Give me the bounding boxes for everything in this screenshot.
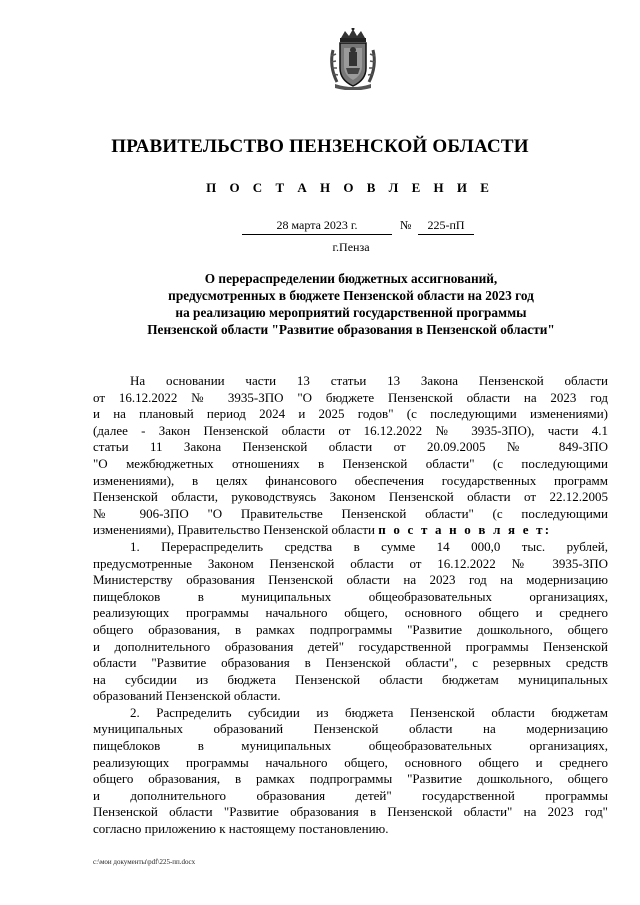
body-line: "О межбюджетных отношениях в Пензенской области" (с последующими: [93, 455, 608, 471]
government-title: ПРАВИТЕЛЬСТВО ПЕНЗЕНСКОЙ ОБЛАСТИ: [111, 136, 529, 157]
subject-line: Пензенской области "Развитие образования в Пензенской области": [147, 322, 555, 337]
subject-line: О перераспределении бюджетных ассигнований,: [204, 271, 498, 286]
decree-date: 28 марта 2023 г.: [242, 218, 392, 235]
body-line: На основании части 13 статьи 13 Закона Пензенской области: [130, 373, 608, 388]
subject-line: предусмотренных в бюджете Пензенской области на 2023 год: [168, 288, 534, 303]
body-line: предусмотренные Законом Пензенской области от 16.12.2022 № 3935-ЗПО: [93, 555, 608, 571]
body-line: 1. Перераспределить средства в сумме 14 000,0 тыс. рублей,: [130, 538, 608, 554]
body-line: пищеблоков в муниципальных общеобразовательных организациях,: [93, 588, 608, 604]
body-line: изменениями), в целях финансового обеспечения государственных программ: [93, 472, 608, 488]
body-line: № 906-ЗПО "О Правительстве Пензенской области" (с последующими: [93, 505, 608, 521]
decree-body: [93, 373, 608, 838]
decree-subject: [0, 270, 640, 338]
city-name: г.Пенза: [332, 240, 370, 254]
body-line: (далее - Закон Пензенской области от 16.12.2022 № 3935-ЗПО), части 4.1: [93, 422, 608, 438]
body-line: муниципальных образований Пензенской области на модернизацию: [93, 721, 608, 737]
body-line-resolves: [93, 522, 608, 539]
file-path-footer: c:\мои документы\pdf\225-пп.docx: [93, 858, 196, 866]
subject-line: на реализацию мероприятий государственной программы: [175, 305, 527, 320]
body-line: Министерству образования Пензенской области на 2023 год на модернизацию: [93, 572, 608, 588]
body-line: области "Развитие образования в Пензенской области", с резервных средств: [93, 655, 608, 671]
body-line: общего образования, в рамках подпрограммы "Развитие дошкольного, общего: [93, 771, 608, 787]
body-line: реализующих программы начального общего, основного общего и среднего: [93, 754, 608, 770]
decree-number: 225-пП: [418, 218, 474, 235]
body-line: и дополнительного образования детей" государственной программы: [93, 787, 608, 803]
coat-of-arms-emblem: [327, 28, 379, 90]
body-line: от 16.12.2022 № 3935-ЗПО "О бюджете Пензенской области на 2023 год: [93, 389, 608, 405]
date-number-line: [0, 218, 640, 236]
body-line: на субсидии из бюджета Пензенской области бюджетам муниципальных: [93, 671, 608, 687]
resolves-word: п о с т а н о в л я е т:: [378, 522, 552, 538]
body-line: и дополнительного образования детей" государственной программы Пензенской: [93, 638, 608, 654]
number-sign: №: [400, 218, 412, 232]
body-line: 2. Распределить субсидии из бюджета Пензенской области бюджетам: [130, 704, 608, 720]
body-line: Пензенской области, руководствуясь Законом Пензенской области от 22.12.2005: [93, 489, 608, 505]
body-line: согласно приложению к настоящему постановлению.: [93, 821, 389, 837]
decree-type-heading: П О С Т А Н О В Л Е Н И Е: [206, 180, 494, 195]
body-line: Пензенской области "Развитие образования в Пензенской области" на 2023 год": [93, 804, 608, 820]
body-line: изменениями), Правительство Пензенской области: [93, 522, 375, 538]
body-line: и на плановый период 2024 и 2025 годов" (с последующими изменениями): [93, 406, 608, 422]
body-line: статьи 11 Закона Пензенской области от 20.09.2005 № 849-ЗПО: [93, 439, 608, 455]
body-line: пищеблоков в муниципальных общеобразовательных организациях,: [93, 738, 608, 754]
body-line: образований Пензенской области.: [93, 688, 281, 704]
body-line: общего образования, в рамках подпрограммы "Развитие дошкольного, общего: [93, 621, 608, 637]
body-line: реализующих программы начального общего, основного общего и среднего: [93, 605, 608, 621]
